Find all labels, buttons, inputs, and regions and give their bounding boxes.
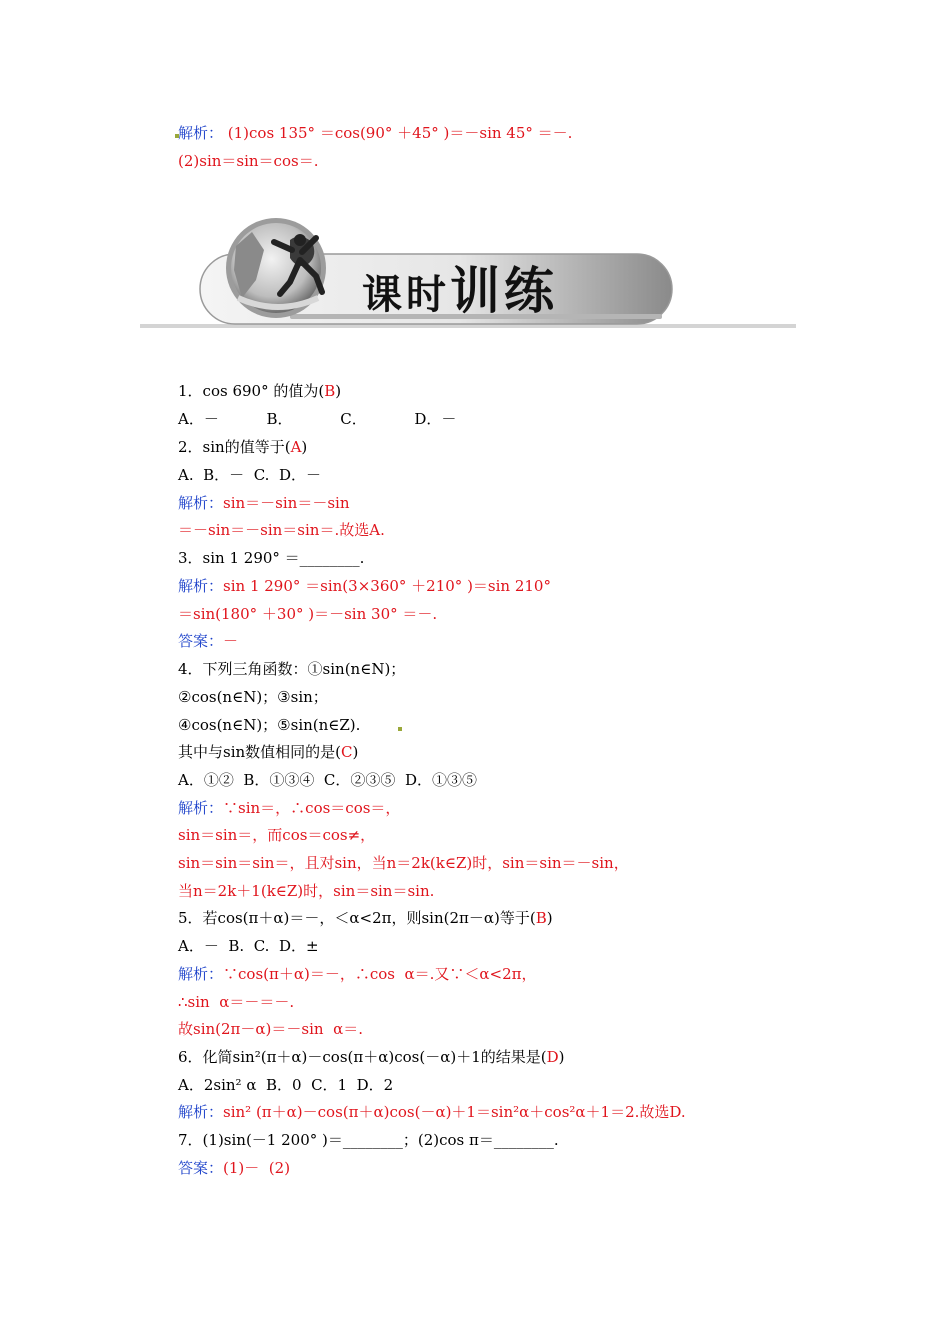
line-text: 4．下列三角函数：①sin(n∈N)； [178,660,406,678]
exercise-7-line [178,1130,559,1150]
exercise-3-answer [178,631,238,651]
solution-text: 故sin(2π－α)＝－sin α＝. [178,1020,363,1038]
exercise-2-line [178,437,307,457]
solution-top-line-2: (2)sin＝sin＝cos＝. [178,152,319,170]
solution-text: ＝－sin＝－sin＝sin＝.故选A. [178,521,385,539]
exercise-5-solution-3 [178,1019,363,1039]
line-text: A．2sin² α B．0 C．1 D．2 [178,1076,394,1094]
answer-text: － [223,632,239,650]
solution-top-line-1 [178,123,572,143]
exercise-4-solution-1 [178,798,400,818]
answer-label: 答案： [178,632,224,650]
banner-title-part1: 课时 [362,271,450,318]
exercise-4-solution-4 [178,881,434,901]
line-text: 5．若cos(π＋α)＝－，＜α<2π，则sin(2π－α)等于( [178,909,536,927]
exercise-2-solution-1 [178,493,349,513]
exercise-4-question [178,742,358,762]
line-tail: ) [352,743,359,761]
line-text: 其中与sin数值相同的是( [178,743,342,761]
line-text: 3．sin 1 290° ＝________. [178,549,365,567]
line-tail: ) [546,909,553,927]
marker-dot [398,727,402,731]
line-text: 6．化简sin²(π＋α)－cos(π＋α)cos(－α)＋1的结果是( [178,1048,547,1066]
line-tail: ) [301,438,308,456]
line-text: 7．(1)sin(－1 200° )＝________；(2)cos π＝________. [178,1131,559,1149]
line-text: A. B．－ C. D．－ [178,466,321,484]
solution-label: 解析： [178,799,224,817]
line-text: 1．cos 690° 的值为( [178,382,325,400]
line-text: 2．sin的值等于( [178,438,291,456]
line-text: ②cos(n∈N)；③sin； [178,688,328,706]
line-tail: ) [335,382,342,400]
solution-text: sin＝sin＝sin＝，且对sin，当n＝2k(k∈Z)时，sin＝sin＝－sin， [178,854,629,872]
solution-text: ∴sin α＝－＝－. [178,993,295,1011]
solution-text: (1)cos 135° ＝cos(90° ＋45° )＝－sin 45° ＝－. [223,124,573,142]
solution-text: sin＝sin＝，而cos＝cos≠， [178,826,376,844]
answer-text: (1)－ (2) [223,1159,291,1177]
answer-letter: C [341,743,353,761]
exercise-5-solution-1 [178,964,537,984]
exercise-4-solution-3 [178,853,629,873]
solution-label: 解析： [178,494,224,512]
exercise-4-line-2 [178,687,328,707]
answer-letter: B [535,909,547,927]
line-text: A．①② B．①③④ C．②③⑤ D．①③⑤ [178,771,477,789]
exercise-1-options [178,409,456,429]
exercise-3-solution-1 [178,576,551,596]
exercise-6-solution [178,1102,686,1122]
line-text: A．－ B． C． D．－ [178,410,457,428]
solution-text: sin² (π＋α)－cos(π＋α)cos(－α)＋1＝sin²α＋cos²α＋1＝2.故选D. [223,1103,686,1121]
solution-text: ＝sin(180° ＋30° )＝－sin 30° ＝－. [178,605,438,623]
solution-text: ∵sin＝，∴cos＝cos＝， [223,799,401,817]
exercise-1-line [178,381,341,401]
solution-label: 解析： [178,1103,224,1121]
banner-title [362,258,558,324]
exercise-7-answer [178,1158,290,1178]
exercise-5-solution-2 [178,992,294,1012]
line-text: ④cos(n∈N)；⑤sin(n∈Z). [178,716,361,734]
answer-label: 答案： [178,1159,224,1177]
solution-label: 解析： [178,124,224,142]
solution-text: sin＝－sin＝－sin [223,494,350,512]
solution-text: 当n＝2k＋1(k∈Z)时，sin＝sin＝sin. [178,882,435,900]
line-tail: ) [558,1048,565,1066]
exercise-3-line [178,548,364,568]
answer-letter: D [546,1048,559,1066]
exercise-4-line-3 [178,715,360,735]
solution-label: 解析： [178,965,224,983]
exercise-4-options [178,770,477,790]
solution-text: sin 1 290° ＝sin(3×360° ＋210° )＝sin 210° [223,577,551,595]
exercise-6-options [178,1075,393,1095]
exercise-3-solution-2 [178,604,437,624]
answer-letter: B [324,382,336,400]
solution-text: ∵cos(π＋α)＝－，∴cos α＝.又∵＜α<2π， [223,965,537,983]
exercise-6-line [178,1047,564,1067]
exercise-4-solution-2 [178,825,375,845]
exercise-5-line [178,908,553,928]
exercise-5-options [178,936,319,956]
answer-letter: A [290,438,302,456]
exercise-2-solution-2 [178,520,385,540]
solution-label: 解析： [178,577,224,595]
line-text: A．－ B. C. D．± [178,937,319,955]
banner-title-part2: 训练 [450,261,558,320]
exercise-2-options [178,465,321,485]
exercise-4-line-1 [178,659,405,679]
